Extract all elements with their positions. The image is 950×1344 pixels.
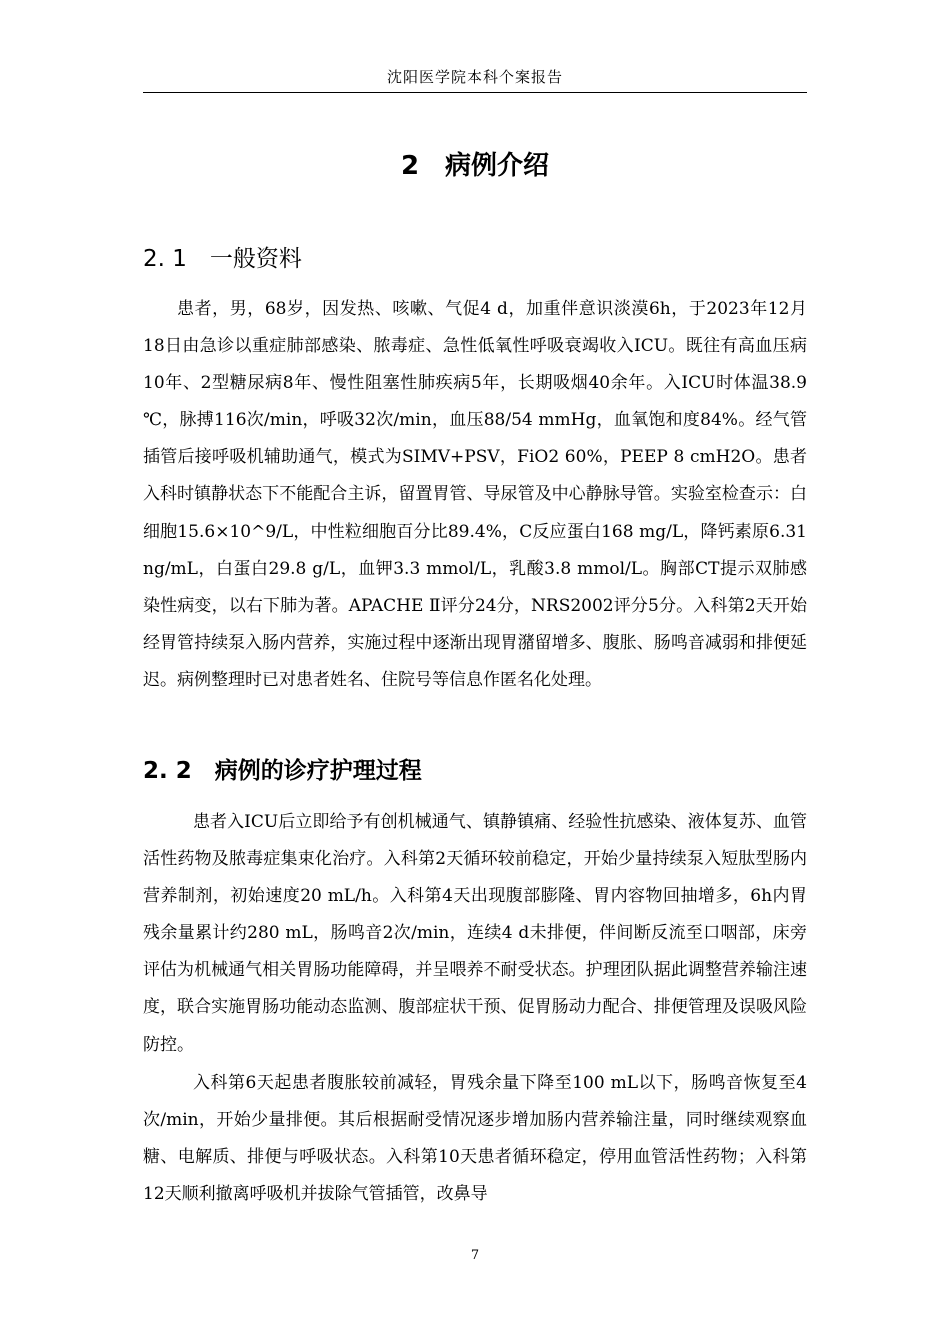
section-title-general-info: 2. 1 一般资料 xyxy=(143,246,302,272)
chapter-title: 2 病例介绍 xyxy=(400,151,550,181)
page-header xyxy=(143,64,807,93)
page-number: 7 xyxy=(470,1248,480,1263)
section-title-treatment-process: 2. 2 病例的诊疗护理过程 xyxy=(143,758,422,784)
header-title: 沈阳医学院本科个案报告 xyxy=(386,68,563,86)
paragraph-treatment-1: 患者入ICU后立即给予有创机械通气、镇静镇痛、经验性抗感染、液体复苏、血管活性药物及脓毒症集束化治疗。入科第2天循环较前稳定，开始少量持续泵入短肽型肠内营养制剂，初始速度20 mL/h。入科第4天出现腹部膨隆、胃内容物回抽增多，6h内胃残余量累计约280 mL，肠鸣音2次/min，连续4 d未排便，伴间断反流至口咽部，床旁评估为机械通气相关胃肠功能障碍，并呈喂养不耐受状态。护理团队据此调整营养输注速度，联合实施胃肠功能动态监测、腹部症状干预、促胃肠动力配合、排便管理及误吸风险防控。 xyxy=(143,812,807,1055)
paragraph-general-info: 患者，男，68岁，因发热、咳嗽、气促4 d，加重伴意识淡漠6h，于2023年12月18日由急诊以重症肺部感染、脓毒症、急性低氧性呼吸衰竭收入ICU。既往有高血压病10年、2型糖尿病8年、慢性阻塞性肺疾病5年，长期吸烟40余年。入ICU时体温38.9 ℃，脉搏116次/min，呼吸32次/min，血压88/54 mmHg，血氧饱和度84%。经气管插管后接呼吸机辅助通气，模式为SIMV+PSV，FiO2 60%，PEEP 8 cmH2O。患者入科时镇静状态下不能配合主诉，留置胃管、导尿管及中心静脉导管。实验室检查示：白细胞15.6×10^9/L，中性粒细胞百分比89.4%，C反应蛋白168 mg/L，降钙素原6.31 ng/mL，白蛋白29.8 g/L，血钾3.3 mmol/L，乳酸3.8 mmol/L。胸部CT提示双肺感染性病变，以右下肺为著。APACHE Ⅱ评分24分，NRS2002评分5分。入科第2天开始经胃管持续泵入肠内营养，实施过程中逐渐出现胃潴留增多、腹胀、肠鸣音减弱和排便延迟。病例整理时已对患者姓名、住院号等信息作匿名化处理。 xyxy=(143,299,807,690)
paragraph-treatment-2: 入科第6天起患者腹胀较前减轻，胃残余量下降至100 mL以下，肠鸣音恢复至4次/min，开始少量排便。其后根据耐受情况逐步增加肠内营养输注量，同时继续观察血糖、电解质、排便与呼吸状态。入科第10天患者循环稳定，停用血管活性药物；入科第12天顺利撤离呼吸机并拔除气管插管，改鼻导 xyxy=(143,1073,807,1205)
